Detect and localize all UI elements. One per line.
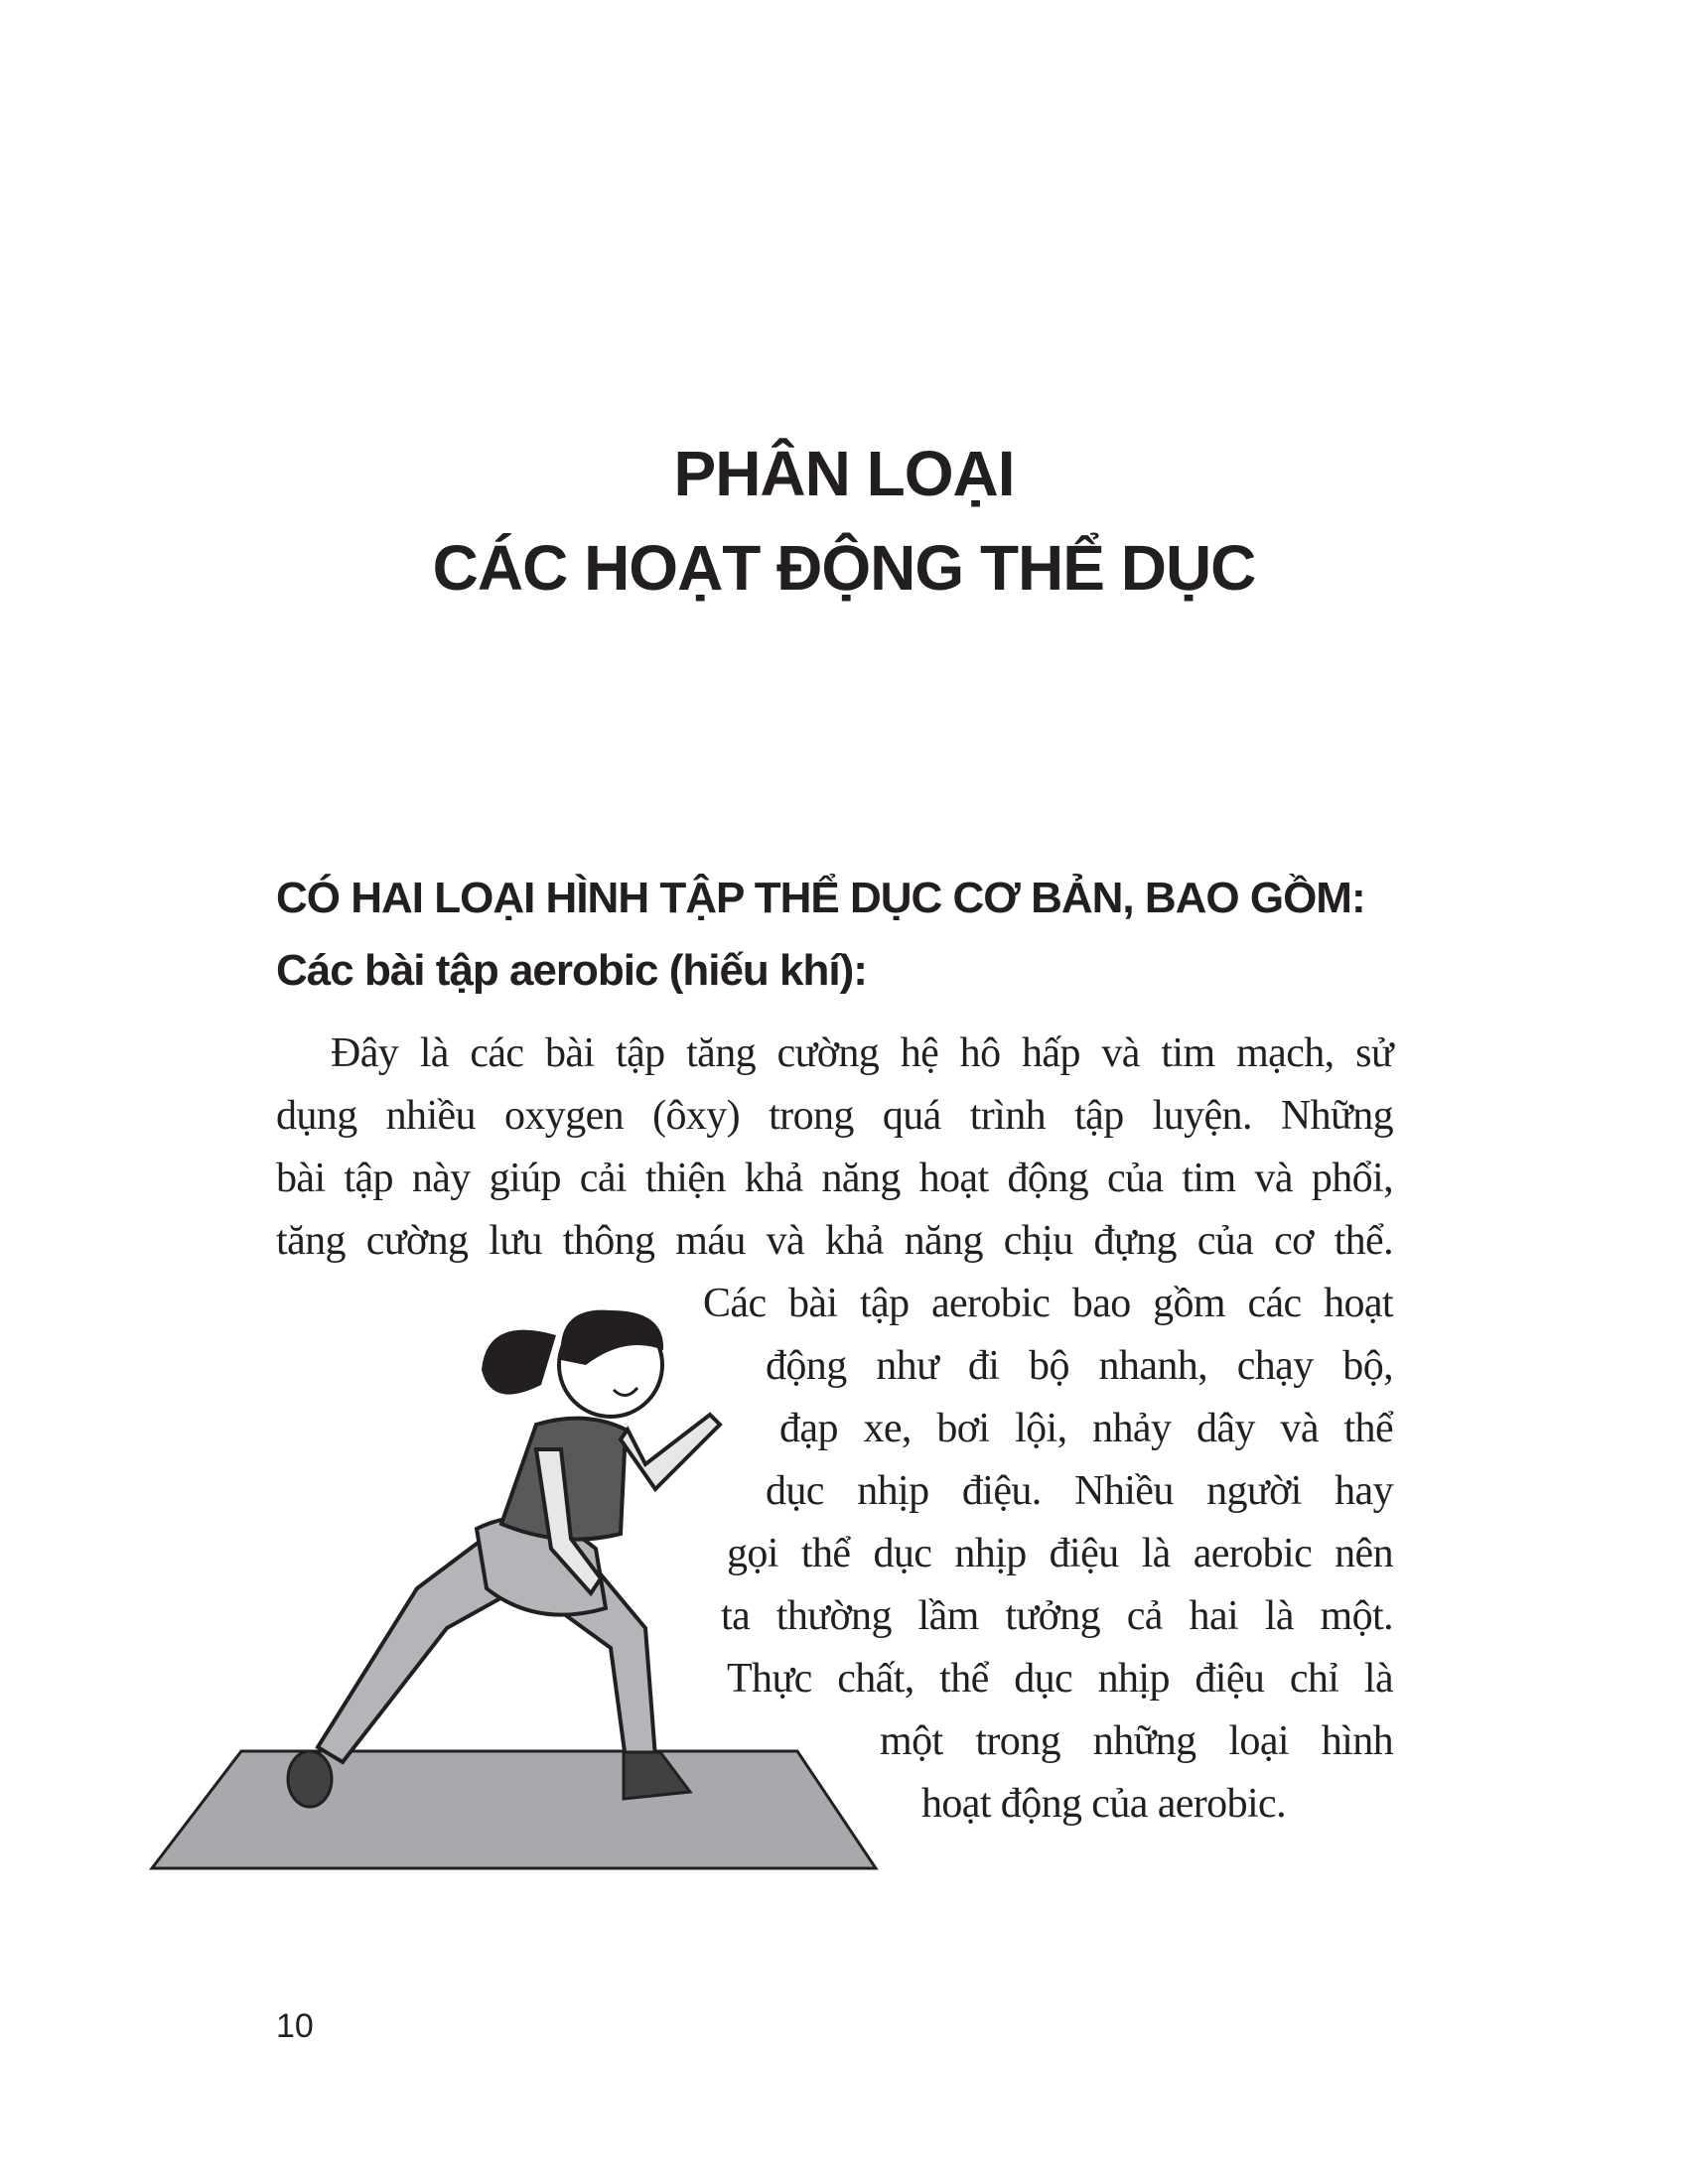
body-line: bài tập này giúp cải thiện khả năng hoạt động của tim và phổi, xyxy=(276,1156,1393,1201)
page-number: 10 xyxy=(276,2007,314,2045)
body-line: Đây là các bài tập tăng cường hệ hô hấp và tim mạch, sử xyxy=(331,1030,1393,1076)
body-line: đạp xe, bơi lội, nhảy dây và thể xyxy=(779,1406,1393,1451)
yoga-mat xyxy=(152,1751,876,1868)
body-line: Thực chất, thể dục nhịp điệu chỉ là xyxy=(727,1656,1393,1702)
left-shoe-icon xyxy=(288,1751,332,1807)
body-line: gọi thể dục nhịp điệu là aerobic nên xyxy=(727,1531,1393,1576)
section-heading: CÓ HAI LOẠI HÌNH TẬP THỂ DỤC CƠ BẢN, BAO GỒM: xyxy=(276,874,1365,922)
subheading: Các bài tập aerobic (hiếu khí): xyxy=(276,946,867,995)
body-line: Các bài tập aerobic bao gồm các hoạt xyxy=(703,1281,1393,1326)
body-line: dụng nhiều oxygen (ôxy) trong quá trình tập luyện. Những xyxy=(276,1093,1393,1139)
body-line: một trong những loại hình xyxy=(880,1718,1393,1764)
body-line: động như đi bộ nhanh, chạy bộ, xyxy=(766,1343,1393,1389)
title-line-1: PHÂN LOẠI xyxy=(673,438,1015,509)
ponytail xyxy=(482,1330,556,1395)
title-line-2: CÁC HOẠT ĐỘNG THỂ DỤC xyxy=(432,532,1256,604)
arm xyxy=(621,1415,720,1489)
body-line: hoạt động của aerobic. xyxy=(921,1781,1286,1827)
body-line: dục nhịp điệu. Nhiều người hay xyxy=(766,1468,1393,1514)
body-line: tăng cường lưu thông máu và khả năng chịu đựng của cơ thể. xyxy=(276,1218,1393,1264)
body-line: ta thường lầm tưởng cả hai là một. xyxy=(721,1593,1393,1639)
